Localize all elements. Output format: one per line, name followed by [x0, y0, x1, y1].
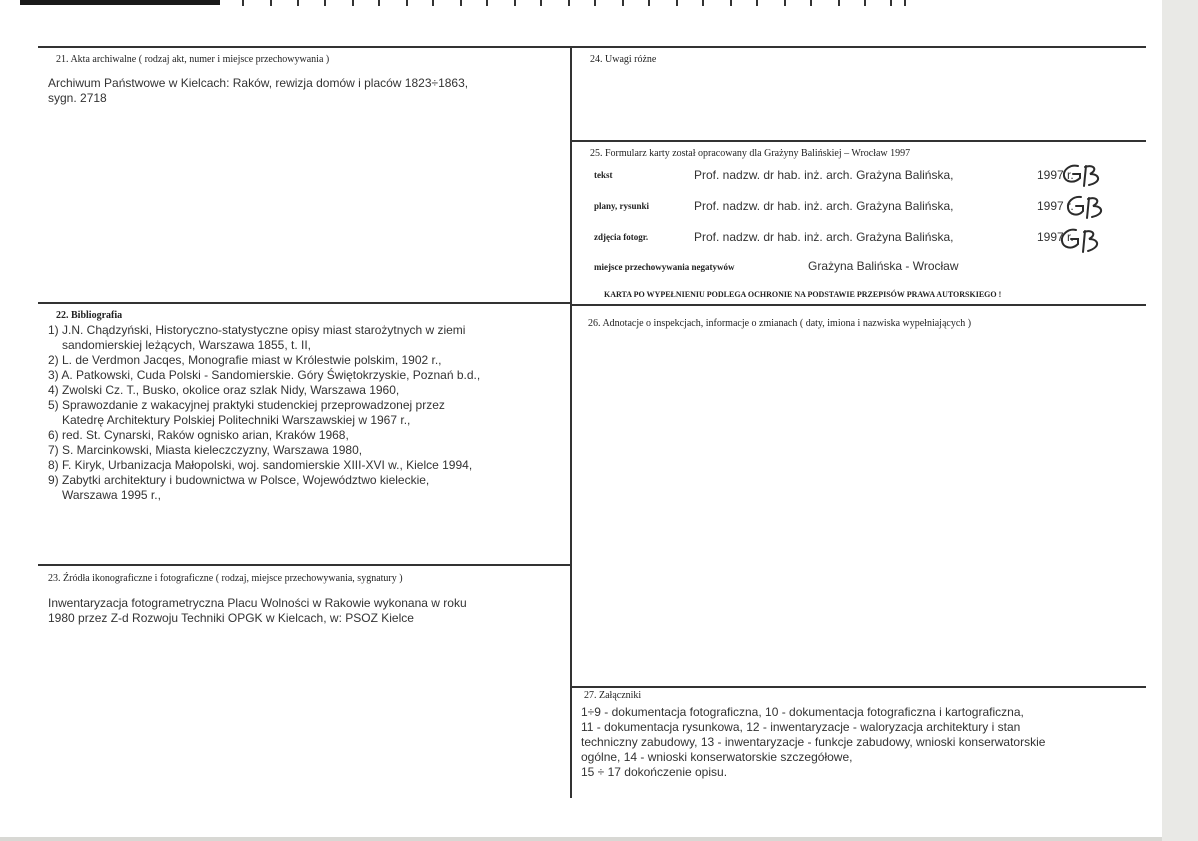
- attachments-line: 11 - dokumentacja rysunkowa, 12 - inwentaryzacje - waloryzacja architektury i stan: [581, 720, 1021, 734]
- rule-top-left: [38, 46, 570, 48]
- bibliography-item: [48, 473, 563, 503]
- bibliography-line: 8) F. Kiryk, Urbanizacja Małopolski, woj. sandomierskie XIII-XVI w., Kielce 1994,: [48, 458, 473, 472]
- section-21-line: Archiwum Państwowe w Kielcach: Raków, rewizja domów i placów 1823÷1863,: [48, 76, 469, 90]
- section-27-title: 27. Załączniki: [584, 690, 642, 701]
- bibliography-item: [48, 428, 563, 443]
- section-27-text: [581, 705, 1141, 780]
- rule-s25-bottom: [572, 304, 1146, 306]
- s25-row-value: Prof. nadzw. dr hab. inż. arch. Grażyna Balińska,: [694, 168, 954, 182]
- bibliography-item: [48, 353, 563, 368]
- rule-s21-bottom: [38, 302, 570, 304]
- bibliography-item: [48, 458, 563, 473]
- s25-row-label: plany, rysunki: [594, 201, 650, 211]
- copyright-notice: KARTA PO WYPEŁNIENIU PODLEGA OCHRONIE NA PODSTAWIE PRZEPISÓW PRAWA AUTORSKIEGO !: [604, 290, 1002, 299]
- bibliography-line: 3) A. Patkowski, Cuda Polski - Sandomierskie. Góry Świętokrzyskie, Poznań b.d.,: [48, 368, 481, 382]
- s25-row-year: 1997 r.: [1037, 168, 1074, 182]
- section-21-title: 21. Akta archiwalne ( rodzaj akt, numer i miejsce przechowywania ): [56, 54, 330, 65]
- section-21-line: sygn. 2718: [48, 91, 107, 105]
- bibliography-line: 1) J.N. Chądzyński, Historyczno-statystyczne opisy miast starożytnych w ziemi: [48, 323, 466, 337]
- bibliography-line: 6) red. St. Cynarski, Raków ognisko arian, Kraków 1968,: [48, 428, 349, 442]
- signature-initials-1: [1060, 160, 1108, 190]
- section-23-title: 23. Źródła ikonograficzne i fotograficzne ( rodzaj, miejsce przechowywania, sygnatury ): [48, 573, 403, 584]
- rule-s26-bottom: [572, 686, 1146, 688]
- section-26-title: 26. Adnotacje o inspekcjach, informacje o zmianach ( daty, imiona i nazwiska wypełniających ): [588, 318, 972, 329]
- top-bar: [20, 0, 220, 5]
- scan-edge-shade: [1162, 0, 1198, 841]
- bibliography-item: [48, 443, 563, 458]
- section-21-text: [48, 76, 563, 106]
- ruler-ticks: [220, 0, 920, 6]
- rule-s22-bottom: [38, 564, 570, 566]
- attachments-line: 15 ÷ 17 dokończenie opisu.: [581, 765, 728, 779]
- bibliography-item: [48, 398, 563, 428]
- signature-initials-3: [1058, 224, 1106, 256]
- s25-neg-value: Grażyna Balińska - Wrocław: [808, 259, 959, 273]
- bibliography-line: 5) Sprawozdanie z wakacyjnej praktyki studenckiej przeprowadzonej przez: [48, 398, 445, 412]
- attachments-line: ogólne, 14 - wnioski konserwatorskie szczegółowe,: [581, 750, 853, 764]
- bottom-edge: [0, 837, 1162, 841]
- s25-row-label: zdjęcia fotogr.: [594, 232, 649, 242]
- bibliography-item: [48, 323, 563, 353]
- rule-s24-bottom: [572, 140, 1146, 142]
- rule-top-right: [572, 46, 1146, 48]
- attachments-line: techniczny zabudowy, 13 - inwentaryzacje - funkcje zabudowy, wnioski konserwatorskie: [581, 735, 1046, 749]
- bibliography-line: Katedrę Architektury Polskiej Politechniki Warszawskiej w 1967 r.,: [62, 413, 411, 427]
- s25-row-value: Prof. nadzw. dr hab. inż. arch. Grażyna Balińska,: [694, 199, 954, 213]
- attachments-line: 1÷9 - dokumentacja fotograficzna, 10 - dokumentacja fotograficzna i kartograficzna,: [581, 705, 1024, 719]
- s25-row-year: 1997 r.: [1037, 199, 1074, 213]
- s25-row-label: tekst: [594, 170, 613, 180]
- section-22-title: 22. Bibliografia: [56, 310, 123, 321]
- section-24-title: 24. Uwagi różne: [590, 54, 657, 65]
- section-25-title: 25. Formularz karty został opracowany dla Grażyny Balińskiej – Wrocław 1997: [590, 148, 911, 159]
- signature-initials-2: [1064, 192, 1110, 222]
- bibliography-line: 9) Zabytki architektury i budownictwa w Polsce, Województwo kieleckie,: [48, 473, 430, 487]
- bibliography-item: [48, 368, 563, 383]
- s25-row-value: Prof. nadzw. dr hab. inż. arch. Grażyna Balińska,: [694, 230, 954, 244]
- section-23-line: Inwentaryzacja fotogrametryczna Placu Wolności w Rakowie wykonana w roku: [48, 596, 467, 610]
- section-23-text: [48, 596, 563, 626]
- bibliography-line: 4) Zwolski Cz. T., Busko, okolice oraz szlak Nidy, Warszawa 1960,: [48, 383, 400, 397]
- bibliography-line: 7) S. Marcinkowski, Miasta kieleczczyzny, Warszawa 1980,: [48, 443, 363, 457]
- s25-row-year: 1997 r.: [1037, 230, 1074, 244]
- bibliography-item: [48, 383, 563, 398]
- bibliography-line: 2) L. de Verdmon Jacqes, Monografie miast w Królestwie polskim, 1902 r.,: [48, 353, 442, 367]
- bibliography-line: Warszawa 1995 r.,: [62, 488, 161, 502]
- bibliography-line: sandomierskiej leżących, Warszawa 1855, t. II,: [62, 338, 311, 352]
- section-23-line: 1980 przez Z-d Rozwoju Techniki OPGK w Kielcach, w: PSOZ Kielce: [48, 611, 414, 625]
- s25-neg-label: miejsce przechowywania negatywów: [594, 262, 735, 272]
- bibliography-list: [48, 323, 563, 503]
